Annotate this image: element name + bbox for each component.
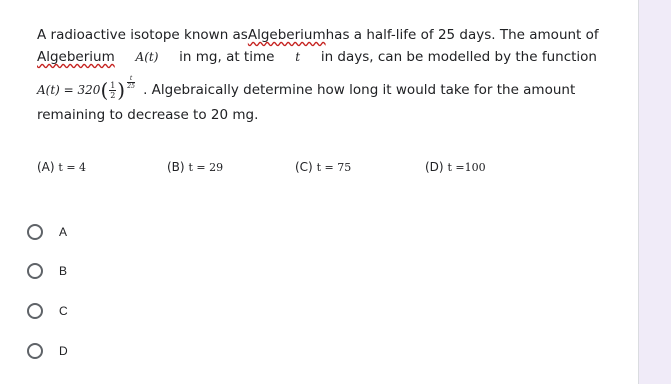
question-text-segment: in days, can be modelled by the function: [320, 49, 597, 65]
radio-button[interactable]: [27, 263, 43, 279]
radio-button[interactable]: [27, 303, 43, 319]
radio-button[interactable]: [27, 224, 43, 240]
option-label: A: [59, 225, 68, 239]
option-c[interactable]: [27, 300, 68, 322]
exponent-denominator: 25: [127, 82, 135, 90]
radio-button[interactable]: [27, 343, 43, 359]
choice-d: (D) t =100: [425, 160, 486, 174]
fraction-half: [109, 81, 116, 100]
misspelled-word: Algeberium: [247, 27, 326, 43]
question-text-segment: has a half-life of 25 days. The amount of: [325, 27, 599, 43]
function-notation: A(t): [135, 50, 159, 64]
option-a[interactable]: [27, 221, 67, 243]
choice-b: (B) t = 29: [167, 160, 224, 174]
question-line-1: [37, 24, 597, 46]
option-label: B: [59, 264, 68, 278]
question-text-segment: . Algebraically determine how long it would take for the amount: [143, 82, 576, 98]
exponent-fraction: [127, 75, 135, 90]
answer-choices: [37, 160, 597, 180]
close-paren: ): [117, 78, 126, 102]
fraction-denominator: 2: [110, 90, 116, 100]
question-text-segment: A radioactive isotope known as: [37, 27, 248, 43]
equation-line: [37, 70, 597, 110]
option-label: C: [59, 304, 68, 318]
option-d[interactable]: [27, 340, 68, 362]
option-b[interactable]: [27, 260, 67, 282]
question-line-3: remaining to decrease to 20 mg.: [37, 107, 259, 123]
exponent-numerator: t: [129, 74, 133, 82]
choice-a: (A) t = 4: [37, 160, 87, 174]
question-text-segment: in mg, at time: [179, 49, 275, 65]
equation-lhs: A(t) = 320: [37, 83, 101, 97]
open-paren: (: [100, 78, 109, 102]
misspelled-word: Algeberium: [37, 49, 115, 65]
fraction-numerator: 1: [110, 80, 116, 90]
option-label: D: [59, 344, 68, 358]
question-line-2: [37, 46, 597, 68]
choice-c: (C) t = 75: [295, 160, 352, 174]
question-text: [37, 24, 597, 68]
variable-t: t: [295, 50, 301, 64]
equation: [37, 74, 135, 102]
